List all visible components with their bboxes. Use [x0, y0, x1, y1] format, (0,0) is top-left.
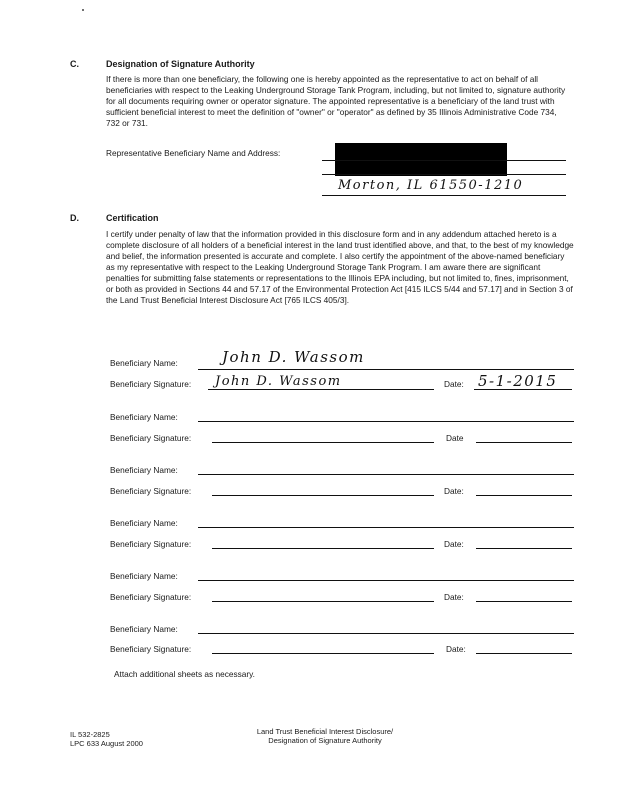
scan-speck [82, 9, 84, 11]
beneficiary-2-signature-label: Beneficiary Signature: [110, 433, 192, 443]
beneficiary-4-signature-label: Beneficiary Signature: [110, 539, 192, 549]
footer-title-line-2: Designation of Signature Authority [268, 736, 382, 745]
beneficiary-4-name-label: Beneficiary Name: [110, 518, 178, 528]
representative-line-2[interactable] [322, 174, 566, 175]
beneficiary-1-date-line[interactable] [474, 389, 572, 390]
beneficiary-6-signature-label: Beneficiary Signature: [110, 644, 192, 654]
beneficiary-4-signature-line[interactable] [212, 548, 434, 549]
beneficiary-4-date-label: Date: [444, 539, 464, 549]
beneficiary-3-date-label: Date: [444, 486, 464, 496]
beneficiary-1-signature-line[interactable] [208, 389, 434, 390]
beneficiary-3-signature-label: Beneficiary Signature: [110, 486, 192, 496]
beneficiary-5-signature-label: Beneficiary Signature: [110, 592, 192, 602]
beneficiary-5-date-label: Date: [444, 592, 464, 602]
section-c-title: Designation of Signature Authority [106, 59, 255, 69]
beneficiary-2-date-label: Date [446, 433, 464, 443]
beneficiary-6-date-line[interactable] [476, 653, 572, 654]
beneficiary-6-name-label: Beneficiary Name: [110, 624, 178, 634]
beneficiary-1-date-label: Date: [444, 379, 464, 389]
section-c-paragraph: If there is more than one beneficiary, the following one is hereby appointed as the representative to act on behalf of all beneficiaries with respect to the Leaking Underground Storage Tank Program, including, but not limited to, signature authority for all documents requiring owner or operator signature. The appointed representative is a beneficiary of the land trust with sufficient beneficial interest to meet the definition of "owner" or "operator" as defined by 35 Illinois Administrative Code 734, 732 or 731. [106, 74, 566, 128]
footer-title-line-1: Land Trust Beneficial Interest Disclosure/ [256, 727, 394, 736]
beneficiary-1-name-label: Beneficiary Name: [110, 358, 178, 368]
beneficiary-2-signature-line[interactable] [212, 442, 434, 443]
footer-form-revision: LPC 633 August 2000 [70, 739, 143, 748]
beneficiary-6-name-line[interactable] [198, 633, 574, 634]
beneficiary-6-signature-line[interactable] [212, 653, 434, 654]
beneficiary-6-date-label: Date: [446, 644, 466, 654]
beneficiary-1-name-line[interactable] [198, 369, 574, 370]
beneficiary-5-signature-line[interactable] [212, 601, 434, 602]
section-d-letter: D. [70, 213, 79, 223]
beneficiary-3-signature-line[interactable] [212, 495, 434, 496]
beneficiary-3-name-label: Beneficiary Name: [110, 465, 178, 475]
footer-form-number: IL 532-2825 [70, 730, 110, 739]
representative-line-1[interactable] [322, 160, 566, 161]
beneficiary-2-name-label: Beneficiary Name: [110, 412, 178, 422]
beneficiary-3-name-line[interactable] [198, 474, 574, 475]
section-d-title: Certification [106, 213, 159, 223]
beneficiary-5-name-label: Beneficiary Name: [110, 571, 178, 581]
beneficiary-1-date-handwritten: 5-1-2015 [478, 372, 558, 390]
beneficiary-4-date-line[interactable] [476, 548, 572, 549]
beneficiary-1-signature-handwritten: John D. Wassom [215, 374, 342, 389]
beneficiary-1-name-handwritten: John D. Wassom [222, 348, 365, 366]
footer-form-title [230, 727, 420, 745]
beneficiary-5-name-line[interactable] [198, 580, 574, 581]
beneficiary-2-name-line[interactable] [198, 421, 574, 422]
attach-note: Attach additional sheets as necessary. [114, 669, 255, 679]
beneficiary-1-signature-label: Beneficiary Signature: [110, 379, 192, 389]
section-d-paragraph: I certify under penalty of law that the information provided in this disclosure form and in any addendum attached hereto is a complete disclosure of all holders of a beneficial interest in the land trust identified above, and that, to the best of my knowledge and belief, the information presented is accurate and complete. I also certify the appointment of the above-named beneficiary as my representative with respect to the Leaking Underground Storage Tank Program. I am aware there are significant penalties for submitting false statements or representations to the Illinois EPA including, but not limited to, fines, imprisonment, or both as provided in Sections 44 and 57.17 of the Environmental Protection Act [415 ILCS 5/44 and 57.17] and in Section 3 of the Land Trust Beneficial Interest Disclosure Act [765 ILCS 405/3]. [106, 229, 574, 305]
beneficiary-2-date-line[interactable] [476, 442, 572, 443]
representative-label: Representative Beneficiary Name and Address: [106, 148, 281, 158]
representative-line-3[interactable] [322, 195, 566, 196]
beneficiary-4-name-line[interactable] [198, 527, 574, 528]
beneficiary-3-date-line[interactable] [476, 495, 572, 496]
beneficiary-5-date-line[interactable] [476, 601, 572, 602]
footer-form-id [70, 730, 143, 748]
section-c-letter: C. [70, 59, 79, 69]
representative-address-handwritten: Morton, IL 61550-1210 [338, 178, 524, 193]
